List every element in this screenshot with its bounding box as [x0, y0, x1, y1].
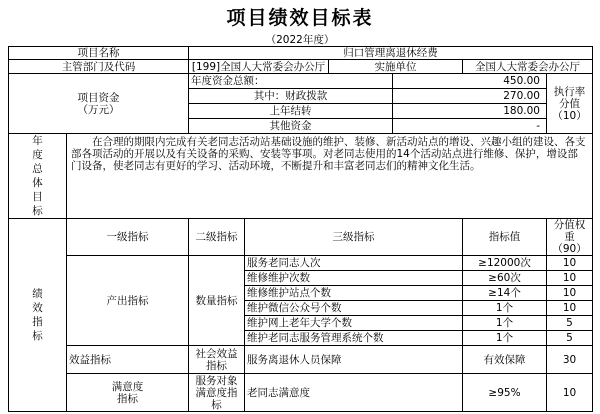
- output-row-value: ≥60次: [463, 271, 547, 286]
- funds-label: [9, 74, 189, 134]
- header-weight-line2: （90）: [552, 243, 587, 255]
- goal-text: 在合理的期限内完成有关老同志活动站基础设施的维护、装修、新活动站点的增设、兴趣小组的建设、各支部各项活动的开展以及有关设备的采购、安装等事项。对老同志使用的14个活动站点进行维修、保护，增设部门设备，使老同志有更好的学习、活动环境，不断提升和丰富老同志们的精神文化生活。: [71, 136, 586, 172]
- output-row-score: 5: [547, 331, 593, 346]
- satisfaction-level2: 服务对象满意度指标: [189, 374, 245, 412]
- benefit-name: 服务离退休人员保障: [245, 346, 463, 374]
- output-row-value: ≥12000次: [463, 256, 547, 271]
- satisfaction-level1-line1: 满意度: [111, 380, 144, 393]
- goal-label: 年度总体目标: [32, 135, 43, 217]
- funds-other-value: -: [393, 119, 547, 134]
- header-level2: 二级指标: [189, 219, 245, 256]
- satisfaction-value: ≥95%: [463, 374, 547, 412]
- output-row-value: ≥14个: [463, 286, 547, 301]
- output-level1: 产出指标: [67, 256, 189, 346]
- dept-label: 主管部门及代码: [9, 60, 189, 74]
- funds-carryover-value: 180.00: [393, 104, 547, 119]
- output-row-value: 1个: [463, 331, 547, 346]
- perf-label-cell: [9, 219, 67, 412]
- performance-table: [8, 46, 593, 412]
- output-row-score: 10: [547, 271, 593, 286]
- output-row-name: 维修维护站点个数: [245, 286, 463, 301]
- dept-value: [199]全国人大常委会办公厅: [189, 60, 329, 74]
- output-row-name: 服务老同志人次: [245, 256, 463, 271]
- perf-label: 绩效指标: [32, 288, 43, 342]
- header-weight: [547, 219, 593, 256]
- satisfaction-name: 老同志满意度: [245, 374, 463, 412]
- exec-rate-line2: 分值: [559, 97, 581, 110]
- output-row-score: 10: [547, 286, 593, 301]
- exec-rate-line3: （10）: [552, 109, 587, 122]
- project-name-label: 项目名称: [9, 47, 189, 60]
- satisfaction-level1-line2: 指标: [117, 392, 138, 405]
- benefit-score: 30: [547, 346, 593, 374]
- benefit-value: 有效保障: [463, 346, 547, 374]
- funds-fiscal-value: 270.00: [393, 89, 547, 104]
- form-year: （2022年度）: [265, 34, 335, 46]
- output-row-value: 1个: [463, 316, 547, 331]
- funds-carryover-label: 上年结转: [189, 104, 393, 119]
- funds-other-label: 其他资金: [189, 119, 393, 134]
- satisfaction-score: 10: [547, 374, 593, 412]
- header-value: 指标值: [463, 219, 547, 256]
- benefit-level2: 社会效益指标: [189, 346, 245, 374]
- project-name-value: 归口管理离退休经费: [189, 47, 593, 60]
- goal-label-cell: [9, 134, 67, 219]
- output-row-name: 维护老同志服务管理系统个数: [245, 331, 463, 346]
- output-level2: 数量指标: [189, 256, 245, 346]
- output-row-name: 维护网上老年大学个数: [245, 316, 463, 331]
- funds-label-line1: 项目资金: [77, 91, 120, 104]
- form-title: 项目绩效目标表: [226, 7, 374, 29]
- output-row-score: 10: [547, 301, 593, 316]
- output-row-score: 10: [547, 256, 593, 271]
- funds-fiscal-label: 其中：财政拨款: [189, 89, 393, 104]
- funds-label-line2: （万元）: [77, 103, 120, 116]
- unit-label: 实施单位: [329, 60, 463, 74]
- header-level1: 一级指标: [67, 219, 189, 256]
- output-row-name: 维修维护次数: [245, 271, 463, 286]
- exec-rate-line1: 执行率: [553, 85, 586, 98]
- funds-total-label: 年度资金总额：: [189, 74, 393, 89]
- unit-value: 全国人大常委会办公厅: [463, 60, 593, 74]
- funds-total-value: 450.00: [393, 74, 547, 89]
- output-row-value: 1个: [463, 301, 547, 316]
- output-row-score: 5: [547, 316, 593, 331]
- benefit-level1: 效益指标: [67, 346, 189, 374]
- exec-rate-cell: [547, 74, 593, 134]
- header-weight-line1: 分值权重: [553, 219, 586, 243]
- output-row-name: 维护微信公众号个数: [245, 301, 463, 316]
- header-level3: 三级指标: [245, 219, 463, 256]
- satisfaction-level1: [67, 374, 189, 412]
- goal-text-cell: [67, 134, 593, 219]
